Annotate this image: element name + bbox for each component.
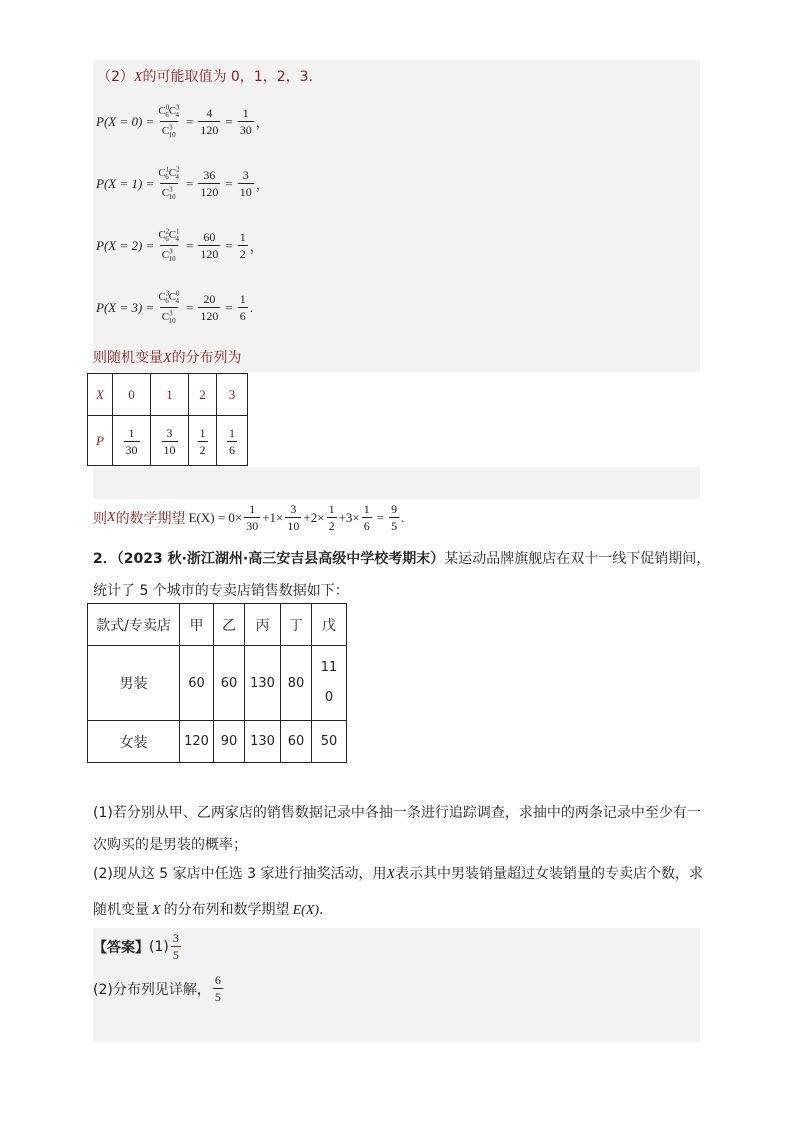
distribution-table [87,373,248,466]
sub2-text: 随机变量 [93,902,149,918]
sub2-text: 表示其中男装销量超过女装销量的专卖店个数，求 [395,866,704,882]
fraction: $\frac{4}{120}$ [200,106,219,138]
answer-1-label: (1) [149,938,169,955]
prob-lhs: P(X = 1) = [96,175,155,191]
fraction: $\frac{20}{120}$ [200,292,219,324]
expectation-expr: E(X) [292,903,319,918]
p-value: $\frac{1}{2}$ [189,416,217,466]
fraction: $\frac{1}{6}$ [239,292,246,324]
fraction: $\frac{1}{2}$ [328,502,335,533]
exp-op: +3× [338,509,360,525]
p-value: $\frac{1}{30}$ [113,416,151,466]
x-value: 3 [217,374,248,416]
answer-2-text: (2)分布列见详解， [93,981,211,998]
combination-fraction: $\frac{C^1_6C^2_4}{C^3_{10}}$ [158,165,180,202]
sales-cell: 11 0 [312,646,347,721]
var-x: X [163,351,172,366]
combination-fraction: $\frac{C^0_6C^3_4}{C^3_{10}}$ [158,103,180,140]
header-cell: 甲 [180,604,214,646]
probability-line: P(X = 3) = $\frac{C^3_6C^0_4}{C^3_{10}}$ = $\frac{20}{120}$ = $\frac{1}{6}$ . [96,289,253,326]
p-row [88,416,248,466]
sales-cell: 50 [312,721,347,763]
question-2-line2: 统计了 5 个城市的专卖店销售数据如下： [93,583,349,599]
x-row [88,374,248,416]
subquestion-2-line2 [93,899,323,919]
prob-end: ， [255,177,269,193]
subquestion-2-line1 [93,863,703,883]
exp-end: . [401,509,405,525]
fraction: $\frac{1}{6}$ [363,502,370,533]
exp-op: +2× [303,509,325,525]
sales-table [87,603,347,763]
exp-op: +1× [262,509,284,525]
prob-lhs: P(X = 2) = [96,237,155,253]
sales-cell: 60 [214,646,245,721]
combination-fraction: $\frac{C^2_6C^1_4}{C^3_{10}}$ [158,227,180,264]
sales-cell: 60 [180,646,214,721]
prob-end: ， [249,239,263,255]
sub2-end: . [319,902,324,918]
part2-text: 的可能取值为 0，1，2，3. [142,69,314,85]
fraction: $\frac{1}{30}$ [246,502,259,533]
distribution-intro [93,347,242,367]
sales-row-women [88,721,347,763]
x-value: 1 [151,374,189,416]
header-cell: 戊 [312,604,347,646]
exp-lhs: E(X) = 0× [188,509,243,525]
x-value: 2 [189,374,217,416]
sales-row-men [88,646,347,721]
x-value: 0 [113,374,151,416]
sales-cell: 120 [180,721,214,763]
fraction: $\frac{1}{2}$ [239,230,246,262]
question-source: （2023 秋·浙江湖州·高三安吉县高级中学校考期末） [116,551,445,567]
answer-line1 [93,932,183,961]
fraction: $\frac{6}{5}$ [214,973,221,1004]
fraction: $\frac{3}{5}$ [172,931,179,962]
exp-before: 则 [93,510,107,527]
prob-end: ， [255,115,269,131]
probability-line: P(X = 2) = $\frac{C^2_6C^1_4}{C^3_{10}}$ = $\frac{60}{120}$ = $\frac{1}{2}$ ， [96,227,263,264]
fraction: $\frac{3}{10}$ [287,502,300,533]
p-value: $\frac{3}{10}$ [151,416,189,466]
sales-cell: 90 [214,721,245,763]
var-x: X [152,903,161,918]
p-value: $\frac{1}{6}$ [217,416,248,466]
sales-header-row [88,604,347,646]
question-text: 某运动品牌旗舰店在双十一线下促销期间， [444,551,711,567]
sales-cell: 130 [245,721,281,763]
fraction: $\frac{36}{120}$ [200,168,219,200]
header-cell: 款式/专卖店 [88,604,180,646]
prob-lhs: P(X = 3) = [96,299,155,315]
fraction: $\frac{3}{10}$ [239,168,252,200]
row-label: 女装 [88,721,180,763]
combination-fraction: $\frac{C^3_6C^0_4}{C^3_{10}}$ [158,289,180,326]
probability-line: P(X = 1) = $\frac{C^1_6C^2_4}{C^3_{10}}$ = $\frac{36}{120}$ = $\frac{3}{10}$ ， [96,165,269,202]
p-label: P [88,416,113,466]
sub2-text: 的分布列和数学期望 [163,902,290,918]
var-x: X [107,509,116,525]
question-number: 2． [93,551,117,567]
part2-prefix: （2） [97,69,134,85]
exp-op: = [376,509,385,525]
probability-line: P(X = 0) = $\frac{C^0_6C^3_4}{C^3_{10}}$ = $\frac{4}{120}$ = $\frac{1}{30}$ ， [96,103,269,140]
sales-cell: 130 [245,646,281,721]
dist-intro-before: 则随机变量 [93,350,163,366]
answer-line2 [93,974,225,1003]
exp-mid: 的数学期望 [115,510,186,527]
fraction: $\frac{60}{120}$ [200,230,219,262]
x-label: X [88,374,113,416]
fraction: $\frac{1}{30}$ [239,106,252,138]
expectation-line [93,503,404,532]
prob-lhs: P(X = 0) = [96,113,155,129]
header-cell: 丁 [281,604,312,646]
var-x: X [386,867,396,882]
row-label: 男装 [88,646,180,721]
solution-background-2 [93,467,700,499]
sub2-text: (2)现从这 5 家店中任选 3 家进行抽奖活动，用 [93,866,387,882]
sales-cell: 60 [281,721,312,763]
question-2-line1 [93,548,710,568]
prob-end: . [249,299,253,315]
fraction: $\frac{9}{5}$ [391,502,398,533]
subquestion-1-line2: 次购买的是男装的概率； [93,837,247,853]
var-x: X [133,70,143,85]
part2-intro [97,66,313,86]
header-cell: 丙 [245,604,281,646]
dist-intro-after: 的分布列为 [171,350,242,366]
answer-tag: 【答案】 [93,939,149,956]
sales-cell: 80 [281,646,312,721]
subquestion-1-line1: (1)若分别从甲、乙两家店的销售数据记录中各抽一条进行追踪调查，求抽中的两条记录中至少有一 [93,805,701,821]
header-cell: 乙 [214,604,245,646]
